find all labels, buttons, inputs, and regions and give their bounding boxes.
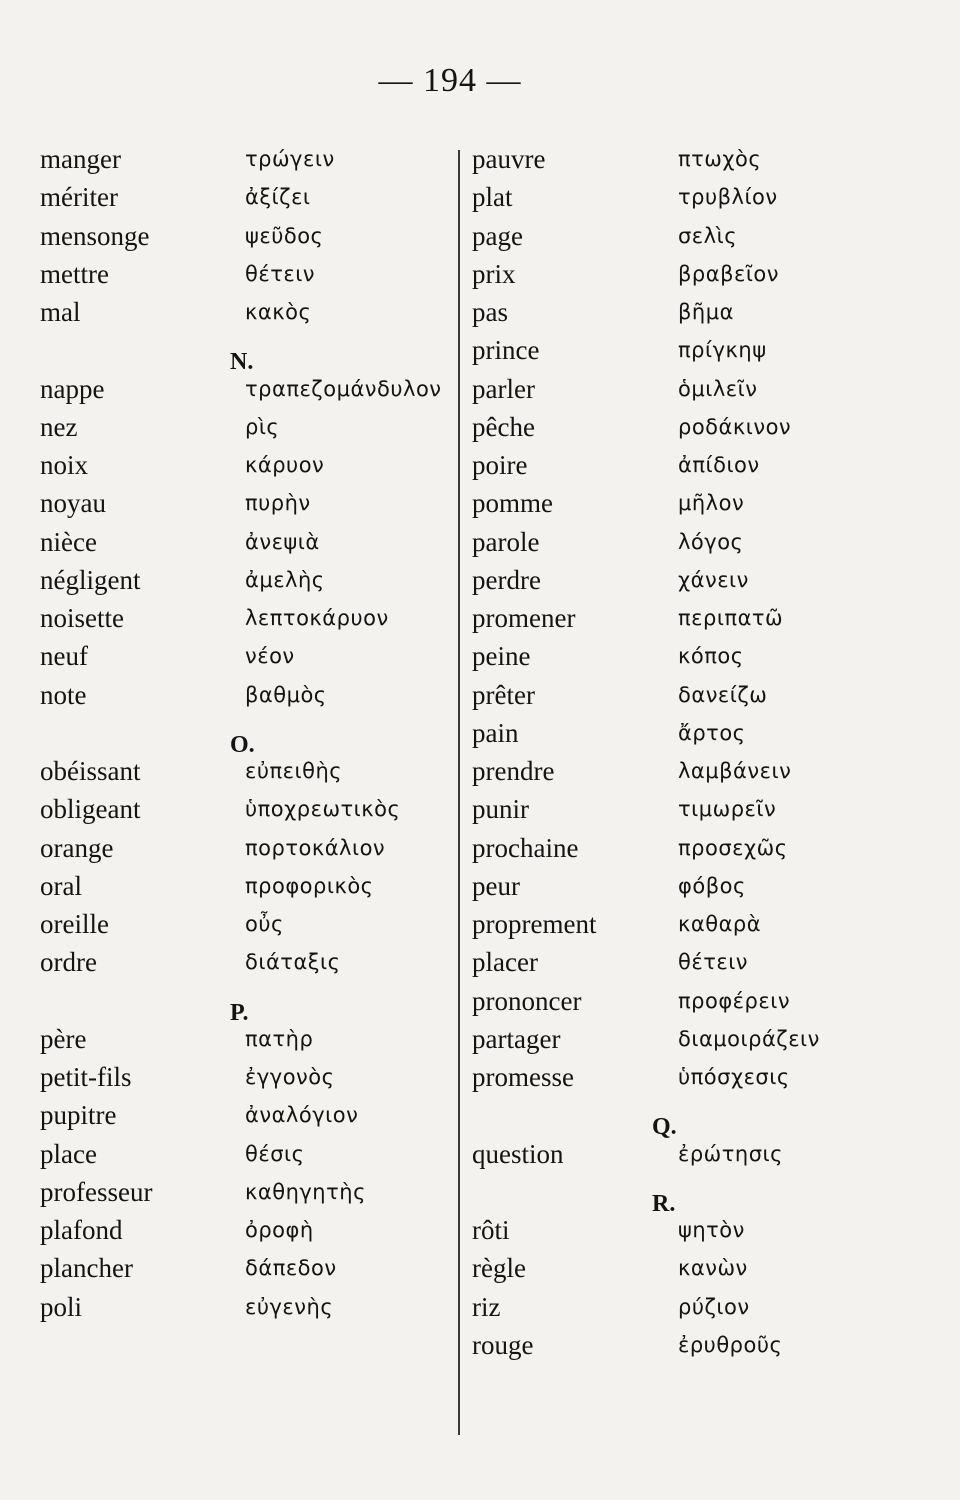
french-word: placer [472, 947, 538, 978]
vocab-entry [472, 484, 932, 522]
vocab-entry [472, 255, 932, 293]
greek-word: κάρυον [245, 453, 325, 477]
greek-word: ἀναλόγιον [245, 1103, 359, 1128]
section-heading [40, 982, 450, 1026]
greek-word: ροδάκινον [678, 414, 792, 439]
vocab-entry [472, 446, 932, 484]
greek-word: ἀνεψιὰ [245, 529, 320, 554]
vocab-entry [40, 255, 450, 293]
greek-word: ψητὸν [678, 1218, 745, 1242]
french-word: oreille [40, 909, 109, 939]
greek-word: ἐρυθροῦς [678, 1332, 783, 1357]
greek-word: τρώγειν [245, 147, 335, 171]
greek-word: βραβεῖον [678, 261, 780, 286]
french-word: poli [40, 1291, 83, 1322]
vocab-entry [40, 1173, 450, 1211]
french-word: mensonge [40, 220, 150, 251]
greek-word: κακὸς [245, 300, 312, 324]
greek-word: μῆλον [678, 491, 745, 516]
french-word: promesse [472, 1062, 574, 1092]
greek-word: ψεῦδος [245, 223, 324, 248]
vocab-entry [40, 829, 450, 867]
greek-word: περιπατῶ [678, 606, 784, 630]
section-heading [472, 1096, 932, 1141]
greek-word: δάπεδον [245, 1256, 337, 1281]
greek-word: ἀμελὴς [245, 567, 325, 592]
greek-word: πατὴρ [245, 1026, 314, 1051]
vocab-entry [472, 1211, 932, 1249]
french-word: mériter [40, 182, 118, 213]
french-word: nappe [40, 373, 105, 404]
column-divider [458, 150, 460, 1435]
vocab-entry [472, 408, 932, 446]
french-word: question [472, 1138, 564, 1169]
french-word: nièce [40, 526, 97, 557]
french-word: peur [472, 870, 520, 901]
vocab-entry [40, 1288, 450, 1326]
greek-word: ὁμιλεῖν [678, 376, 758, 401]
greek-word: ὑποχρεωτικὸς [245, 797, 401, 822]
greek-word: πρίγκηψ [678, 338, 767, 363]
french-word: obligeant [40, 794, 141, 825]
french-word: plancher [40, 1253, 133, 1284]
vocab-entry [40, 1020, 450, 1058]
french-word: pêche [472, 411, 535, 442]
french-word: règle [472, 1253, 526, 1284]
french-word: prononcer [472, 985, 582, 1016]
vocab-entry [40, 446, 450, 484]
greek-word: προσεχῶς [678, 835, 788, 860]
greek-word: πτωχὸς [678, 147, 762, 171]
french-word: manger [40, 144, 121, 174]
french-word: note [40, 679, 87, 710]
page-number: — 194 — [378, 62, 522, 99]
left-column [40, 140, 450, 1326]
vocab-entry [472, 1020, 932, 1058]
french-word: pain [472, 717, 519, 748]
vocab-entry [40, 943, 450, 981]
section-heading [40, 714, 450, 758]
vocab-entry [40, 752, 450, 790]
vocab-entry [472, 790, 932, 828]
vocab-entry [472, 676, 932, 714]
vocab-entry [40, 599, 450, 637]
french-word: obéissant [40, 756, 141, 786]
greek-word: κόπος [678, 644, 744, 669]
vocab-entry [40, 217, 450, 255]
french-word: punir [472, 794, 529, 825]
vocab-entry [472, 331, 932, 369]
vocab-entry [40, 370, 450, 408]
vocab-entry [472, 370, 932, 408]
greek-word: θέτειν [245, 261, 316, 286]
french-word: neuf [40, 641, 88, 672]
french-word: mettre [40, 258, 109, 289]
section-heading [472, 1173, 932, 1217]
greek-word: εὐγενὴς [245, 1294, 334, 1319]
french-word: perdre [472, 564, 541, 595]
french-word: rôti [472, 1215, 510, 1245]
vocab-entry [40, 905, 450, 943]
greek-word: τιμωρεῖν [678, 797, 777, 822]
french-word: pomme [472, 488, 553, 519]
vocab-entry [40, 523, 450, 561]
vocab-entry [472, 752, 932, 790]
vocab-entry [40, 867, 450, 905]
vocab-entry [472, 1058, 932, 1096]
greek-word: κανὼν [678, 1256, 748, 1281]
greek-word: ρὶς [245, 414, 280, 439]
french-word: pupitre [40, 1100, 117, 1131]
french-word: partager [472, 1023, 561, 1054]
section-heading [40, 331, 450, 376]
vocab-entry [472, 714, 932, 752]
greek-word: φόβος [678, 873, 746, 898]
french-word: orange [40, 832, 114, 863]
greek-word: θέτειν [678, 950, 749, 975]
vocab-entry [40, 637, 450, 675]
greek-word: προφορικὸς [245, 873, 374, 898]
greek-word: νέον [245, 644, 295, 669]
greek-word: ἀξίζει [245, 185, 311, 210]
greek-word: δανείζω [678, 682, 768, 707]
vocab-entry [472, 1326, 932, 1364]
greek-word: διάταξις [245, 950, 341, 975]
french-word: père [40, 1023, 87, 1054]
vocab-entry [472, 1288, 932, 1326]
greek-word: βαθμὸς [245, 682, 327, 707]
section-letter: O. [230, 731, 255, 758]
vocab-entry [472, 905, 932, 943]
vocab-entry [472, 1135, 932, 1173]
french-word: page [472, 220, 523, 251]
vocab-entry [472, 178, 932, 216]
vocab-entry [472, 140, 932, 178]
greek-word: χάνειν [678, 567, 749, 592]
vocab-entry [40, 140, 450, 178]
vocab-entry [40, 1249, 450, 1287]
greek-word: πυρὴν [245, 491, 311, 516]
greek-word: λαμβάνειν [678, 759, 792, 783]
french-word: prêter [472, 679, 535, 710]
greek-word: ἐρώτησις [678, 1141, 783, 1166]
section-letter: N. [230, 349, 254, 376]
vocab-entry [472, 637, 932, 675]
vocab-entry [40, 484, 450, 522]
french-word: rouge [472, 1329, 534, 1360]
french-word: noyau [40, 488, 106, 519]
french-word: oral [40, 870, 82, 901]
right-column [472, 140, 932, 1364]
greek-word: θέσις [245, 1141, 305, 1166]
greek-word: ὑπόσχεσις [678, 1065, 790, 1089]
vocab-entry [40, 676, 450, 714]
vocab-entry [472, 867, 932, 905]
french-word: promener [472, 603, 576, 633]
french-word: place [40, 1138, 97, 1169]
french-word: négligent [40, 564, 141, 595]
greek-word: βῆμα [678, 300, 734, 324]
french-word: prix [472, 258, 516, 289]
greek-word: καθαρὰ [678, 912, 762, 936]
greek-word: διαμοιράζειν [678, 1026, 820, 1051]
vocab-entry [472, 599, 932, 637]
greek-word: οὖς [245, 912, 284, 936]
greek-word: τρυβλίον [678, 185, 778, 210]
french-word: riz [472, 1291, 501, 1322]
vocab-entry [472, 293, 932, 331]
french-word: ordre [40, 947, 97, 978]
vocab-entry [472, 1249, 932, 1287]
section-letter: Q. [652, 1114, 677, 1141]
greek-word: ρύζιον [678, 1294, 750, 1319]
vocab-entry [40, 1135, 450, 1173]
vocab-entry [40, 293, 450, 331]
french-word: parole [472, 526, 540, 557]
vocab-entry [40, 790, 450, 828]
french-word: plat [472, 182, 513, 213]
french-word: pauvre [472, 144, 546, 174]
vocab-entry [472, 829, 932, 867]
vocab-entry [40, 1211, 450, 1249]
vocab-entry [472, 523, 932, 561]
vocab-entry [40, 408, 450, 446]
greek-word: ὀροφὴ [245, 1218, 314, 1242]
section-letter: R. [652, 1190, 676, 1217]
vocab-entry [40, 1058, 450, 1096]
french-word: mal [40, 297, 81, 327]
french-word: plafond [40, 1215, 123, 1245]
greek-word: πορτοκάλιον [245, 835, 386, 860]
vocab-entry [472, 561, 932, 599]
vocab-entry [472, 943, 932, 981]
french-word: parler [472, 373, 535, 404]
french-word: peine [472, 641, 531, 672]
greek-word: ἐγγονὸς [245, 1065, 335, 1089]
greek-word: τραπεζομάνδυλον [245, 376, 442, 401]
french-word: proprement [472, 909, 597, 939]
greek-word: ἄρτος [678, 720, 746, 745]
vocab-entry [472, 217, 932, 255]
french-word: noix [40, 450, 89, 480]
vocab-entry [40, 561, 450, 599]
section-letter: P. [230, 999, 249, 1026]
vocab-entry [40, 178, 450, 216]
french-word: noisette [40, 603, 124, 633]
french-word: nez [40, 411, 78, 442]
french-word: pas [472, 297, 508, 327]
greek-word: προφέρειν [678, 988, 791, 1013]
french-word: poire [472, 450, 528, 480]
french-word: prendre [472, 756, 555, 786]
french-word: professeur [40, 1176, 153, 1207]
greek-word: ἀπίδιον [678, 453, 760, 477]
greek-word: εὐπειθὴς [245, 759, 343, 783]
greek-word: λόγος [678, 529, 744, 554]
greek-word: λεπτοκάρυον [245, 606, 389, 630]
french-word: petit-fils [40, 1062, 132, 1092]
vocab-entry [472, 982, 932, 1020]
greek-word: σελὶς [678, 223, 738, 248]
french-word: prochaine [472, 832, 579, 863]
greek-word: καθηγητὴς [245, 1179, 366, 1204]
vocab-entry [40, 1096, 450, 1134]
french-word: prince [472, 335, 540, 366]
